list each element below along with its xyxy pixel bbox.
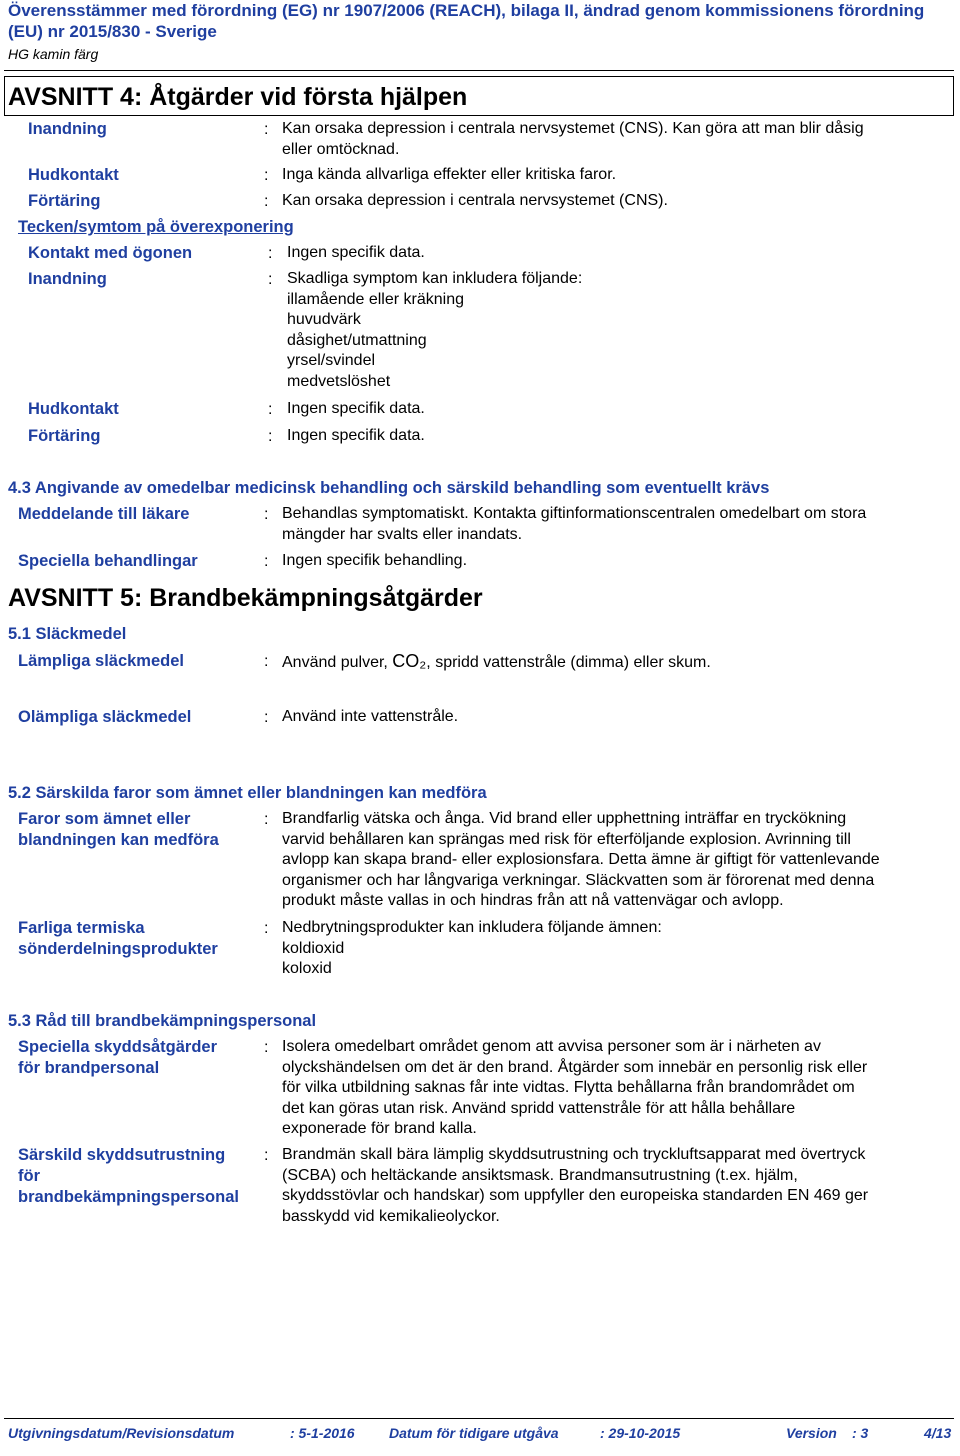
value-line: avlopp kan skapa brand- eller explosionsfara. Detta ämne är giftigt för vattenlevande xyxy=(282,851,880,869)
subsection-5-3-heading: 5.3 Råd till brandbekämpningspersonal xyxy=(8,1012,317,1030)
value-line: produkt måste vallas in och hindras från att nå vattenvägar och avlopp. xyxy=(282,892,784,910)
label-line: Faror som ämnet eller xyxy=(18,810,191,828)
colon: : xyxy=(268,428,273,445)
value-line: skyddsstövlar och handskar) som uppfyller den europeiska standarden EN 469 ger xyxy=(282,1187,869,1205)
value-ingestion: Kan orsaka depression i centrala nervsystemet (CNS). xyxy=(282,192,668,209)
label-specific-treatments: Speciella behandlingar xyxy=(18,552,198,570)
value-line: Isolera omedelbart området genom att avvisa personer som är i närheten av xyxy=(282,1038,821,1055)
footer-version-label: Version xyxy=(786,1425,837,1441)
value-protective-equipment xyxy=(282,1145,868,1227)
label-eye-contact: Kontakt med ögonen xyxy=(28,244,193,262)
value-symptom-skin: Ingen specifik data. xyxy=(287,400,425,417)
value-line: (SCBA) och heltäckande ansiktsmask. Brandmansutrustning (t.ex. hjälm, xyxy=(282,1166,798,1184)
value-line: olyckshändelsen om det är den brand. Åtgärder som innebär en personlig risk eller xyxy=(282,1058,868,1076)
value-inhalation xyxy=(282,119,864,160)
value-symptom-inhalation xyxy=(287,269,582,393)
colon: : xyxy=(264,1039,269,1056)
colon: : xyxy=(264,193,269,210)
subsection-5-1-heading: 5.1 Släckmedel xyxy=(8,625,127,643)
value-line: koldioxid xyxy=(282,939,345,957)
value-specific-treatments: Ingen specifik behandling. xyxy=(282,552,468,569)
footer-previous-date: : 29-10-2015 xyxy=(600,1425,681,1441)
subsection-5-2-heading: 5.2 Särskilda faror som ämnet eller blandningen kan medföra xyxy=(8,784,487,802)
value-note-to-physician xyxy=(282,504,866,545)
header-divider xyxy=(4,70,954,71)
label-hazards xyxy=(18,809,219,851)
colon: : xyxy=(268,245,273,262)
label-skin-contact: Hudkontakt xyxy=(28,166,119,184)
value-line: Kan orsaka depression i centrala nervsystemet (CNS). Kan göra att man blir dåsig xyxy=(282,120,864,137)
value-skin-contact: Inga kända allvarliga effekter eller kritiska faror. xyxy=(282,166,617,183)
value-text: , spridd vattenstråle (dimma) eller skum. xyxy=(426,654,711,671)
label-line: Farliga termiska xyxy=(18,919,145,937)
value-line: yrsel/svindel xyxy=(287,352,376,370)
label-line: för xyxy=(18,1167,40,1185)
value-line: Skadliga symptom kan inkludera följande: xyxy=(287,270,583,287)
footer-version-value: : 3 xyxy=(852,1425,869,1441)
colon: : xyxy=(264,920,269,937)
symptoms-heading: Tecken/symtom på överexponering xyxy=(18,218,294,236)
value-hazards xyxy=(282,809,880,912)
label-unsuitable-media: Olämpliga släckmedel xyxy=(18,708,192,726)
label-line: blandningen kan medföra xyxy=(18,831,219,849)
value-line: organismer och har långvariga verkningar. Släckvatten som är förorenat med denna xyxy=(282,871,875,889)
label-protective-equipment xyxy=(18,1145,239,1208)
value-special-measures xyxy=(282,1037,867,1140)
colon: : xyxy=(264,167,269,184)
section-5-title: AVSNITT 5: Brandbekämpningsåtgärder xyxy=(8,584,483,612)
value-line: koloxid xyxy=(282,960,332,978)
value-line: dåsighet/utmattning xyxy=(287,331,427,349)
value-line: Behandlas symptomatiskt. Kontakta giftinformationscentralen omedelbart om stora xyxy=(282,505,867,522)
value-line: illamående eller kräkning xyxy=(287,290,464,308)
value-unsuitable-media: Använd inte vattenstråle. xyxy=(282,708,459,725)
value-text: Använd pulver, xyxy=(282,654,393,671)
label-line: för brandpersonal xyxy=(18,1059,160,1077)
label-line: Särskild skyddsutrustning xyxy=(18,1146,226,1164)
footer-revision-label: Utgivningsdatum/Revisionsdatum xyxy=(8,1425,235,1441)
value-line: Brandmän skall bära lämplig skyddsutrustning och tryckluftsapparat med övertryck xyxy=(282,1146,866,1163)
footer-page-number: 4/13 xyxy=(924,1425,952,1441)
value-line: medvetslöshet xyxy=(287,372,391,390)
label-inhalation: Inandning xyxy=(28,120,107,138)
label-line: sönderdelningsprodukter xyxy=(18,940,218,958)
colon: : xyxy=(264,1147,269,1164)
value-line: eller omtöcknad. xyxy=(282,140,400,158)
product-name: HG kamin färg xyxy=(8,46,99,62)
colon: : xyxy=(264,653,269,670)
subsection-4-3-heading: 4.3 Angivande av omedelbar medicinsk behandling och särskild behandling som eventuellt krävs xyxy=(8,479,770,497)
label-line: Speciella skyddsåtgärder xyxy=(18,1038,218,1056)
value-line: huvudvärk xyxy=(287,311,361,329)
value-line: exponerade för brand kalla. xyxy=(282,1120,477,1138)
label-line: brandbekämpningspersonal xyxy=(18,1188,239,1206)
colon: : xyxy=(268,271,273,288)
value-thermal-decomposition xyxy=(282,918,662,980)
colon: : xyxy=(264,506,269,523)
label-ingestion: Förtäring xyxy=(28,192,101,210)
label-suitable-media: Lämpliga släckmedel xyxy=(18,652,184,670)
value-suitable-media xyxy=(282,651,711,674)
label-special-measures xyxy=(18,1037,217,1079)
value-line: basskydd vid kemikalieolyckor. xyxy=(282,1207,500,1225)
value-symptom-ingestion: Ingen specifik data. xyxy=(287,427,425,444)
footer-divider xyxy=(4,1418,954,1419)
footer-previous-label: Datum för tidigare utgåva xyxy=(389,1425,559,1441)
document-regulation-title: Överensstämmer med förordning (EG) nr 1907/2006 (REACH), bilaga II, ändrad genom kommissionens förordning (EU) nr 2015/830 - Sverige xyxy=(8,1,925,41)
value-line: mängder har svalts eller inandats. xyxy=(282,525,523,543)
co2-formula: CO₂ xyxy=(392,651,427,671)
footer-revision-date: : 5-1-2016 xyxy=(290,1425,355,1441)
label-symptom-skin: Hudkontakt xyxy=(28,400,119,418)
value-line: Brandfarlig vätska och ånga. Vid brand eller upphettning inträffar en tryckökning xyxy=(282,810,847,827)
label-symptom-inhalation: Inandning xyxy=(28,270,107,288)
colon: : xyxy=(264,811,269,828)
colon: : xyxy=(264,709,269,726)
label-thermal-decomposition xyxy=(18,918,218,960)
colon: : xyxy=(268,401,273,418)
value-line: Nedbrytningsprodukter kan inkludera följande ämnen: xyxy=(282,919,662,936)
value-line: varvid behållaren kan sprängas med risk för efterföljande explosion. Avrinning till xyxy=(282,830,851,848)
label-note-to-physician: Meddelande till läkare xyxy=(18,505,190,523)
value-line: det kan göras utan risk. Använd spridd vattenstråle för att hålla behållare xyxy=(282,1099,796,1117)
colon: : xyxy=(264,121,269,138)
section-4-title: AVSNITT 4: Åtgärder vid första hjälpen xyxy=(8,83,468,111)
colon: : xyxy=(264,553,269,570)
value-eye-contact: Ingen specifik data. xyxy=(287,244,425,261)
label-symptom-ingestion: Förtäring xyxy=(28,427,101,445)
value-line: för vilka utbildning saknas får inte vidtas. Flytta behållarna från brandområdet om xyxy=(282,1079,855,1097)
